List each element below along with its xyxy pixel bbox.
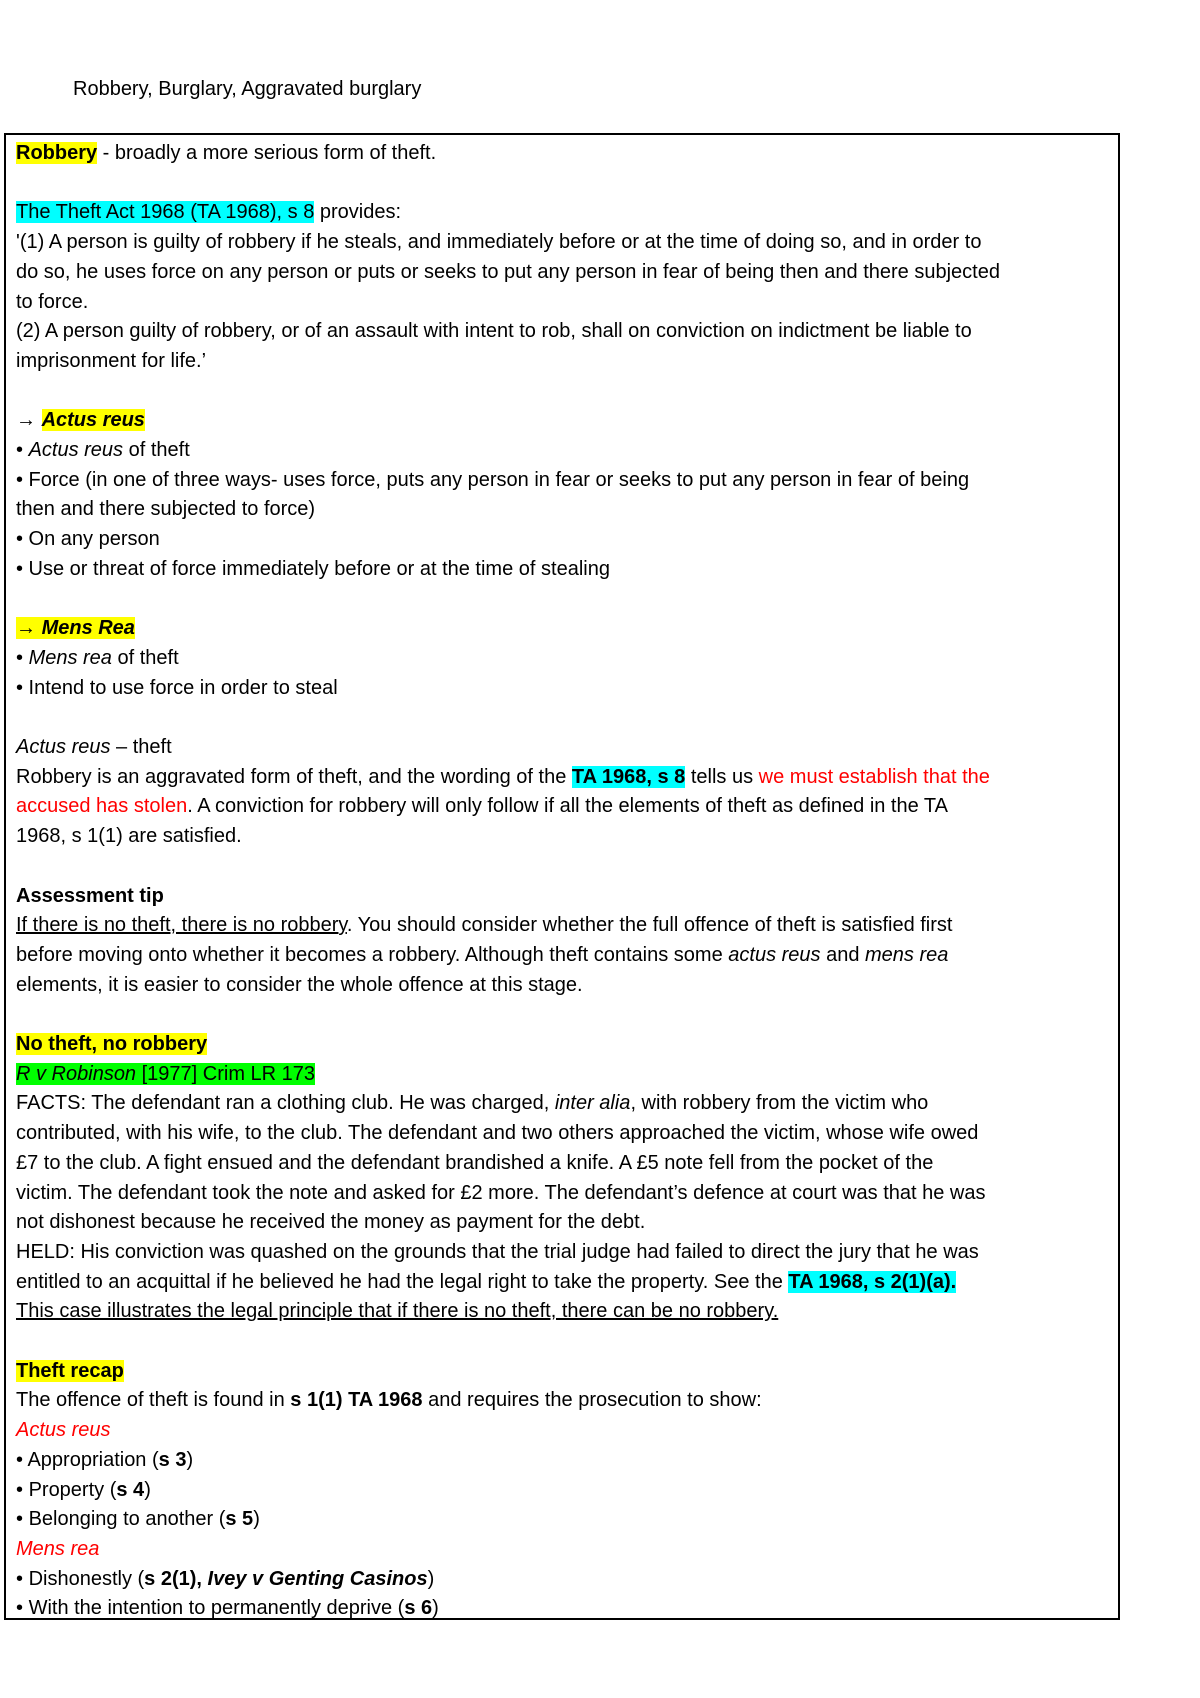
bold-ref: s 6 — [404, 1597, 433, 1620]
case-citation — [16, 1060, 1106, 1090]
text: Dishonestly ( — [28, 1567, 145, 1590]
text: . A conviction for robbery will only follow if all the elements of theft as defined in the TA — [187, 795, 949, 818]
mens-rea-heading — [16, 614, 1106, 644]
red-emphasis: we must establish that the — [758, 765, 990, 788]
spacer — [16, 703, 1106, 733]
list-item — [16, 1505, 1106, 1535]
actus-reus-label: Actus reus — [16, 1419, 111, 1442]
case-ref: [1977] Crim LR 173 — [136, 1062, 316, 1085]
italic-term: Mens rea — [28, 646, 112, 669]
quote-line: imprisonment for life.’ — [16, 349, 207, 372]
spacer — [16, 1000, 1106, 1030]
italic-term: mens rea — [865, 943, 949, 966]
quote-line: '(1) A person is guilty of robbery if he steals, and immediately before or at the time of doing so, and in order to — [16, 231, 982, 254]
case-name: Ivey v Genting Casinos — [207, 1567, 428, 1590]
paragraph-line — [16, 911, 1106, 941]
theft-recap-heading — [16, 1357, 1106, 1387]
mens-rea-label: Mens Rea — [41, 617, 135, 640]
spacer — [16, 1327, 1106, 1357]
list-item — [16, 1476, 1106, 1506]
item-text: of theft — [123, 439, 190, 461]
quote-line: do so, he uses force on any person or puts or seeks to put any person in fear of being then and there subjected — [16, 260, 1000, 283]
paragraph-line: victim. The defendant took the note and asked for £2 more. The defendant’s defence at court was that he was — [16, 1181, 986, 1204]
paragraph-line: elements, it is easier to consider the whole offence at this stage. — [16, 973, 583, 996]
theft-recap-title: Theft recap — [16, 1359, 124, 1382]
bullet: • — [16, 1478, 29, 1501]
bullet: • — [16, 1597, 29, 1620]
paragraph-line — [16, 1089, 1106, 1119]
paragraph-line — [16, 763, 1106, 793]
text: ) — [253, 1508, 260, 1531]
spacer — [16, 377, 1106, 407]
text: . You should consider whether the full offence of theft is satisfied first — [346, 914, 953, 937]
bold-ref: s 5 — [225, 1508, 254, 1531]
statute-ref: The Theft Act 1968 (TA 1968), s 8 — [16, 201, 315, 224]
statute-ref: TA 1968, s 2(1)(a). — [788, 1270, 957, 1293]
paragraph-line: 1968, s 1(1) are satisfied. — [16, 825, 242, 848]
case-citation-highlight — [16, 1063, 315, 1085]
italic-term: Actus reus — [16, 736, 111, 758]
paragraph-line: not dishonest because he received the money as payment for the debt. — [16, 1211, 646, 1234]
list-item: • On any person — [16, 528, 160, 551]
paragraph-line: £7 to the club. A fight ensued and the defendant brandished a knife. A £5 note fell from the pocket of the — [16, 1151, 934, 1174]
list-item-continued: then and there subjected to force) — [16, 498, 316, 521]
mens-rea-label: Mens rea — [16, 1537, 100, 1560]
list-item — [16, 1594, 1106, 1624]
heading-rest: – theft — [110, 736, 172, 758]
paragraph-line: contributed, with his wife, to the club. The defendant and two others approached the victim, whose wife owed — [16, 1122, 979, 1145]
no-theft-title: No theft, no robbery — [16, 1033, 208, 1055]
list-item — [16, 436, 1106, 466]
text: ) — [432, 1597, 439, 1620]
arrow-icon: → — [16, 617, 42, 640]
statute-ref: TA 1968, s 8 — [571, 765, 686, 788]
actus-reus-heading — [16, 406, 1106, 436]
mens-rea-title — [16, 617, 135, 639]
assessment-tip-heading: Assessment tip — [16, 884, 164, 907]
list-item — [16, 644, 1106, 674]
red-emphasis: accused has stolen — [16, 795, 188, 818]
text: entitled to an acquittal if he believed he had the legal right to take the property. See the — [16, 1270, 789, 1293]
no-theft-heading — [16, 1030, 1106, 1060]
text: FACTS: The defendant ran a clothing club. He was charged, — [16, 1092, 555, 1115]
statute-suffix: provides: — [314, 201, 402, 224]
list-item — [16, 1565, 1106, 1595]
principle-line: This case illustrates the legal principle that if there is no theft, there can be no robbery. — [16, 1300, 779, 1323]
text: and requires the prosecution to show: — [422, 1389, 762, 1412]
text: Appropriation ( — [27, 1448, 159, 1471]
quote-line: (2) A person guilty of robbery, or of an assault with intent to rob, shall on conviction on indictment be liable to — [16, 320, 972, 343]
bold-ref: s 2(1), — [144, 1567, 208, 1590]
text: tells us — [685, 765, 759, 788]
text: ) — [186, 1448, 194, 1471]
bold-ref: s 1(1) TA 1968 — [290, 1389, 423, 1412]
actus-reus-title: Actus reus — [41, 409, 145, 432]
list-item: • Use or threat of force immediately before or at the time of stealing — [16, 557, 610, 580]
text: before moving onto whether it becomes a robbery. Although theft contains some — [16, 943, 729, 966]
bold-ref: s 4 — [116, 1478, 145, 1501]
text: and — [820, 943, 866, 966]
spacer — [16, 585, 1106, 615]
text: ) — [144, 1478, 151, 1501]
spacer — [16, 169, 1106, 199]
text: ) — [427, 1567, 435, 1590]
paragraph-line — [16, 1268, 1106, 1298]
paragraph-line — [16, 941, 1106, 971]
bold-ref: s 3 — [158, 1448, 187, 1471]
bullet: • — [16, 439, 29, 461]
bullet: • — [16, 1567, 29, 1590]
bullet: • — [16, 646, 29, 669]
arrow-icon: → — [16, 409, 42, 432]
text: , with robbery from the victim who — [630, 1092, 929, 1115]
paragraph-line — [16, 1386, 1106, 1416]
spacer — [16, 852, 1106, 882]
case-name: R v Robinson — [16, 1062, 137, 1085]
page-header: Robbery, Burglary, Aggravated burglary — [73, 78, 422, 100]
text: Robbery is an aggravated form of theft, and the wording of the — [16, 765, 572, 788]
item-text: of theft — [111, 646, 179, 669]
text: With the intention to permanently deprive ( — [28, 1597, 405, 1620]
underlined-text: If there is no theft, there is no robbery — [16, 914, 347, 937]
statute-intro — [16, 198, 1106, 228]
actus-theft-heading — [16, 733, 1106, 763]
robbery-desc: - broadly a more serious form of theft. — [97, 142, 437, 164]
italic-term: inter alia — [554, 1092, 631, 1115]
text: Property ( — [28, 1478, 117, 1501]
list-item — [16, 1446, 1106, 1476]
text: The offence of theft is found in — [16, 1389, 291, 1412]
paragraph-line: HELD: His conviction was quashed on the grounds that the trial judge had failed to direct the jury that he was — [16, 1240, 979, 1263]
list-item: • Force (in one of three ways- uses force, puts any person in fear or seeks to put any person in fear of being — [16, 468, 970, 491]
italic-term: actus reus — [728, 943, 821, 966]
italic-term: Actus reus — [28, 439, 124, 461]
robbery-definition — [16, 139, 1106, 169]
paragraph-line — [16, 792, 1106, 822]
bullet: • — [16, 1508, 29, 1531]
list-item: • Intend to use force in order to steal — [16, 676, 338, 699]
robbery-term: Robbery — [16, 142, 98, 164]
content-box — [4, 133, 1120, 1620]
quote-line: to force. — [16, 290, 89, 313]
bullet: • — [16, 1448, 28, 1471]
text: Belonging to another ( — [28, 1508, 226, 1531]
